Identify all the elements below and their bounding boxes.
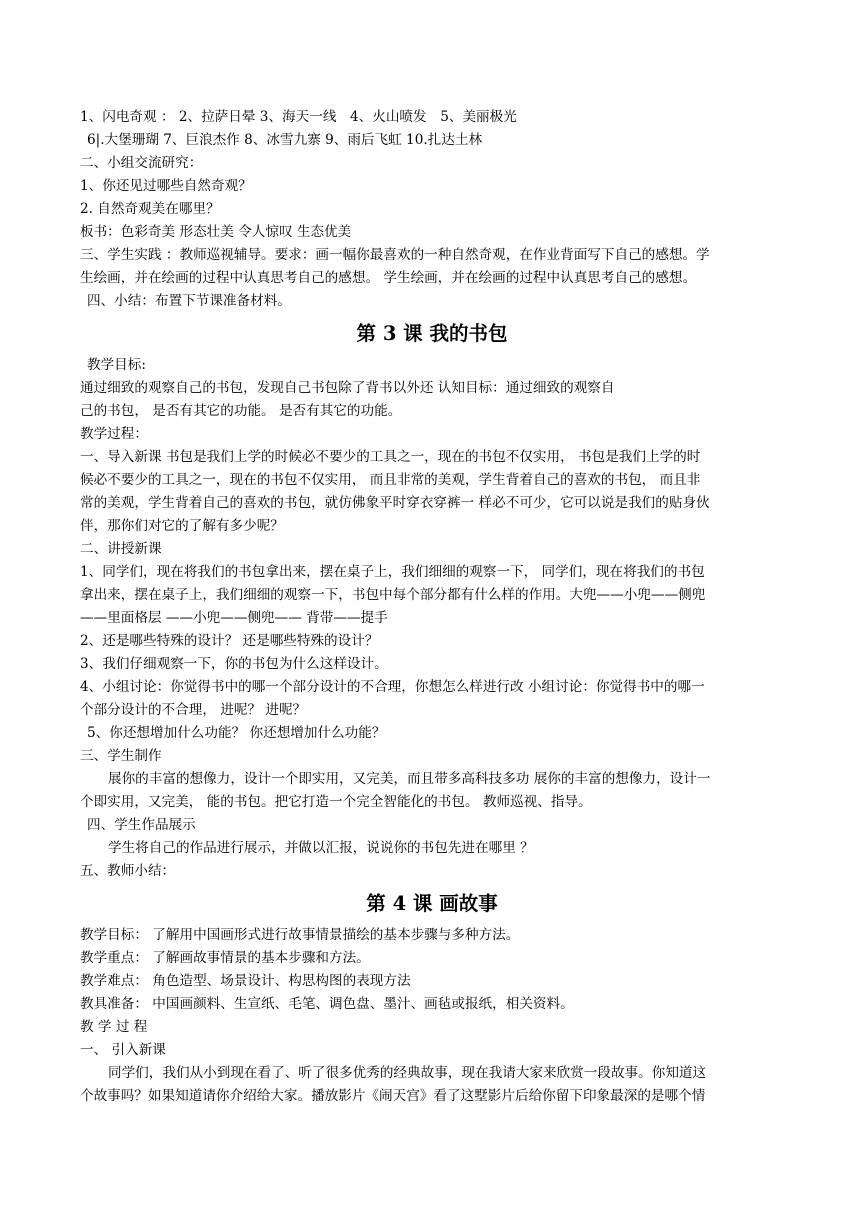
text-line: 一、导入新课 书包是我们上学的时候必不要少的工具之一，现在的书包不仅实用， 书包是我们上学的时 xyxy=(80,449,701,465)
text-line: 2、还是哪些特殊的设计？ 还是哪些特殊的设计？ xyxy=(80,633,379,649)
text-line: 二、小组交流研究： xyxy=(80,155,203,171)
text-line: 伴，那你们对它的了解有多少呢？ xyxy=(80,518,284,534)
text-line: 1、闪电奇观 ： 2、拉萨日晕 3、海天一线 4、火山喷发 5、美丽极光 xyxy=(80,109,517,125)
text-line: 3、我们仔细观察一下，你的书包为什么这样设计。 xyxy=(80,656,388,672)
document-body xyxy=(80,106,784,1108)
text-line: 拿出来，摆在桌子上，我们细细的观察一下，书包中每个部分都有什么样的作用。大兜——小兜——侧兜 xyxy=(80,587,706,603)
text-line: 教具准备： 中国画颜料、生宣纸、毛笔、调色盘、墨汁、画毡或报纸，相关资料。 xyxy=(80,996,574,1012)
text-line: 通过细致的观察自己的书包，发现自己书包除了背书以外还 认知目标：通过细致的观察自 xyxy=(80,380,615,396)
lesson4-title: 第 4 课 画故事 xyxy=(366,892,498,915)
text-line: 1、你还见过哪些自然奇观？ xyxy=(80,178,252,194)
text-line: 6|.大堡珊瑚 7、巨浪杰作 8、冰雪九寨 9、雨后飞虹 10.扎达土林 xyxy=(87,132,483,148)
text-line: 己的书包， 是否有其它的功能。 是否有其它的功能。 xyxy=(80,403,402,419)
text-line: 2. 自然奇观美在哪里？ xyxy=(80,201,220,217)
text-line: 教学过程： xyxy=(80,426,148,442)
text-line: 个故事吗？如果知道请你介绍给大家。播放影片《闹天宫》看了这墅影片后给你留下印象最深的是哪个情 xyxy=(80,1088,706,1104)
text-line: 板书：色彩奇美 形态壮美 令人惊叹 生态优美 xyxy=(80,224,352,240)
text-line: 个即实用，又完美， 能的书包。把它打造一个完全智能化的书包。 教师巡视、指导。 xyxy=(80,794,592,810)
text-line: 教 学 过 程 xyxy=(80,1019,148,1035)
text-line: 教学重点： 了解画故事情景的基本步骤和方法。 xyxy=(80,950,370,966)
section-top xyxy=(80,106,784,313)
text-line: 候必不要少的工具之一，现在的书包不仅实用， 而且非常的美观，学生背着自己的喜欢的书包， 而且非 xyxy=(80,472,701,488)
text-line: 5、你还想增加什么功能？ 你还想增加什么功能？ xyxy=(87,725,386,741)
text-line: 四、学生作品展示 xyxy=(87,817,196,833)
text-line: 个部分设计的不合理， 进呢？ 进呢？ xyxy=(80,702,307,718)
text-line: 二、讲授新课 xyxy=(80,541,162,557)
text-line: 一、 引入新课 xyxy=(80,1042,166,1058)
text-line: ——里面格层 ——小兜——侧兜—— 背带——提手 xyxy=(80,610,388,626)
text-line: 同学们，我们从小到现在看了、听了很多优秀的经典故事，现在我请大家来欣赏一段故事。你知道这 xyxy=(108,1065,707,1081)
text-line: 教学难点： 角色造型、场景设计、构思构图的表现方法 xyxy=(80,973,411,989)
text-line: 1、同学们，现在将我们的书包拿出来，摆在桌子上，我们细细的观察一下， 同学们，现在将我们的书包 xyxy=(80,564,705,580)
text-line: 4、小组讨论：你觉得书中的哪一个部分设计的不合理，你想怎么样进行改 小组讨论：你觉得书中的哪一 xyxy=(80,679,705,695)
lesson3-body xyxy=(80,354,784,883)
text-line: 三、学生制作 xyxy=(80,748,162,764)
text-line: 生绘画，并在绘画的过程中认真思考自己的感想。 学生绘画，并在绘画的过程中认真思考自己的感想。 xyxy=(80,270,697,286)
text-line: 教学目标： 了解用中国画形式进行故事情景描绘的基本步骤与多种方法。 xyxy=(80,927,520,943)
lesson3-title: 第 3 课 我的书包 xyxy=(356,322,508,345)
lesson4-body xyxy=(80,924,784,1108)
text-line: 五、教师小结： xyxy=(80,863,176,879)
text-line: 展你的丰富的想像力，设计一个即实用，又完美，而且带多高科技多功 展你的丰富的想像力，设计一 xyxy=(108,771,711,787)
text-line: 四、小结：布置下节课准备材料。 xyxy=(87,293,291,309)
text-line: 常的美观，学生背着自己的喜欢的书包，就仿佛象平时穿衣穿裤一 样必不可少，它可以说是我们的贴身伙 xyxy=(80,495,710,511)
text-line: 三、学生实践 ：教师巡视辅导。要求：画一幅你最喜欢的一种自然奇观，在作业背面写下自己的感想。学 xyxy=(80,247,710,263)
text-line: 学生将自己的作品进行展示，并做以汇报，说说你的书包先进在哪里 ？ xyxy=(108,840,534,856)
text-line: 教学目标: xyxy=(87,357,146,373)
